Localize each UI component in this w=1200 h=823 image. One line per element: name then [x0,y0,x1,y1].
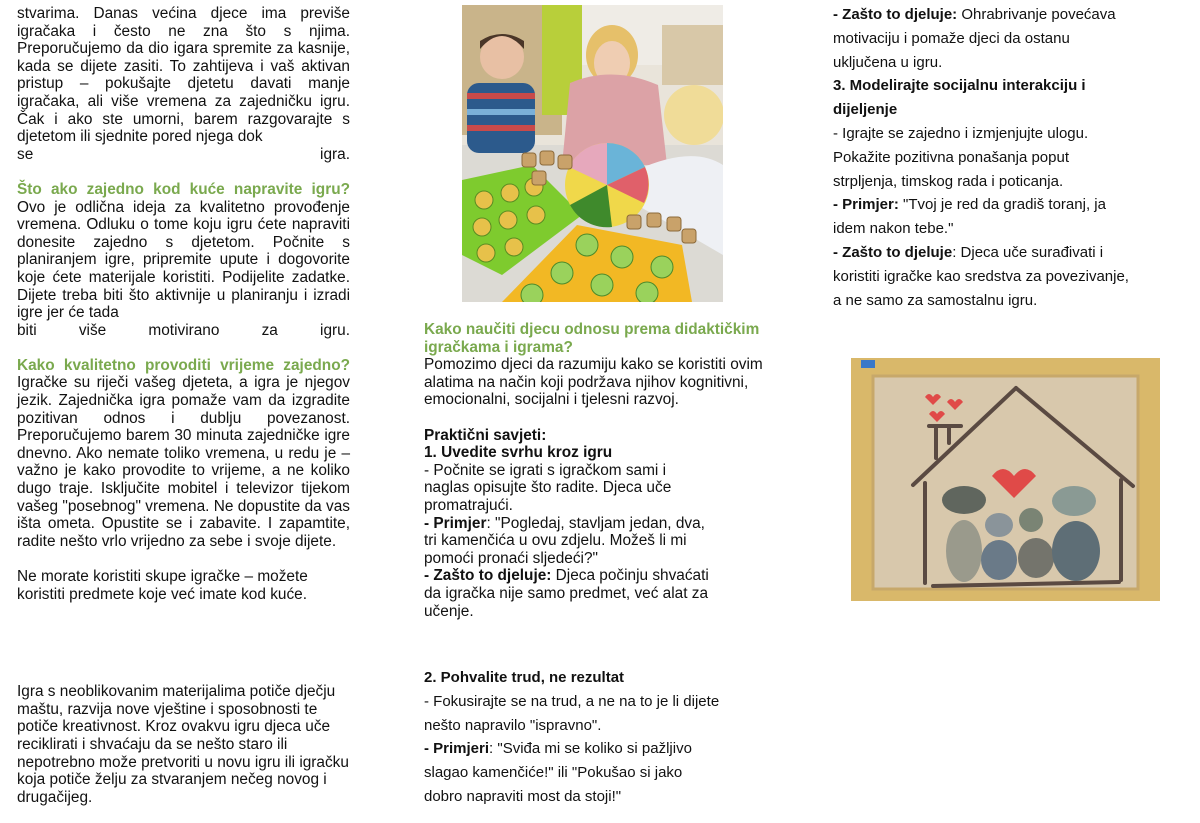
middle-intro: Pomozimo djeci da razumiju kako se koristiti ovim alatima na način koji podržava njihov kognitivni, emocionalni, socijalni i tjelesni razvoj. [424,356,763,409]
tip1-example [424,515,709,568]
tip1-example-label: - Primjer [424,514,487,532]
tip2-why-text: Ohrabrivanje povećava motivaciju i pomaže djeci da ostanu uključena u igru. [833,6,1116,71]
note-paragraph: Ne morate koristiti skupe igračke – možete koristiti predmete koje već imate kod kuće. [17,568,308,603]
tip3-title: 3. Modelirajte socijalnu interakciju i dijeljenje [833,77,1086,119]
tip3-example-label: - Primjer: [833,196,899,214]
tip1-why [424,567,709,620]
tip2-example-label: - Primjeri [424,740,490,758]
tip2-title: 2. Pohvalite trud, ne rezultat [424,669,625,687]
photo-stone-house-art [851,358,1160,601]
tip3-example [833,193,1113,241]
section-body-home-game-last: biti više motivirano za igru. [17,321,350,339]
tip3-desc: - Igrajte se zajedno i izmjenjujte ulogu. Pokažite pozitivna ponašanja poput strpljenja, timskog rada i poticanja. [833,124,1089,190]
tip2-example-text: : "Sviđa mi se koliko si pažljivo slagao kamenčiće!" ili "Pokušao si jako dobro napraviti most da stoji!" [424,740,692,806]
section-heading-quality-time: Kako kvalitetno provoditi vrijeme zajedno? [17,356,350,374]
tips-title: Praktični savjeti: [424,426,547,444]
tip1-why-text: Djeca počinju shvaćati da igračka nije samo predmet, već alat za učenje. [424,567,709,620]
tip1-title: 1. Uvedite svrhu kroz igru [424,444,613,462]
intro-paragraph: stvarima. Danas većina djece ima previše igračaka i često ne zna što s njima. Preporučujemo da dio igara spremite za kasnije, kada se dijete zasiti. To zahtijeva i vaš aktivan pristup – pokušajte djetetu davati manje igračaka, ali više vremena za zajedničku igru. Čak i ako ste umorni, barem razgovarajte s djetetom ili sjednite pored njega dok [17,5,350,146]
tip2-why [833,3,1118,74]
intro-last-line: se igra. [17,145,350,163]
right-column [833,3,1153,312]
tip3-example-text: "Tvoj je red da gradiš toranj, ja idem nakon tebe." [833,196,1106,238]
tip3-why-text: : Djeca uče surađivati i koristiti igračke kao sredstva za povezivanje, a ne samo za samostalnu igru. [833,243,1129,309]
left-column [17,5,350,806]
closing-paragraph: Igra s neoblikovanim materijalima potiče dječju maštu, razvija nove vještine i sposobnosti te potiče kreativnost. Kroz ovakvu igru djeca uče reciklirati i shvaćaju da se nešto staro ili nepotrebno može pretvoriti u novu igru ili igračku koja potiče želju za stvaranjem nečeg novog i drugačijeg. [17,683,349,806]
middle-column [424,321,764,809]
tip1-desc: - Počnite se igrati s igračkom sami i naglas opisujte što radite. Djeca uče promatrajući. [424,461,672,514]
tip2-desc: - Fokusirajte se na trud, a ne na to je li dijete nešto napravilo "ispravno". [424,692,720,734]
tip2-why-label: - Zašto to djeluje: [833,6,958,23]
section-heading-home-game: Što ako zajedno kod kuće napravite igru? [17,180,350,198]
middle-heading: Kako naučiti djecu odnosu prema didaktičkim igračkama i igrama? [424,321,760,356]
photo-children-emoji-game [462,5,723,302]
tip2-section [424,666,764,809]
tip3-why-label: - Zašto to djeluje [833,243,953,261]
section-body-home-game: Ovo je odlična ideja za kvalitetno provođenje vremena. Odluku o tome koju igru ćete napraviti donesite zajedno s djetetom. Počnite s planiranjem igre, pripremite upute i dogovorite koje ćete materijale koristiti. Podijelite zadatke. Dijete treba biti što aktivnije u planiranju i izradi igre jer će tada [17,198,350,322]
tip1-why-label: - Zašto to djeluje: [424,567,552,585]
section-body-quality-time: Igračke su riječi vašeg djeteta, a igra je njegov jezik. Zajednička igra pomaže vam da izgradite pozitivan odnos i dublju povezanost. Preporučujemo barem 30 minuta zajedničke igre dnevno. Ako nemate toliko vremena, u redu je – važno je kako provodite to vrijeme, a ne koliko dugo traje. Isključite mobitel i televizor tijekom vašeg "posebnog" vremena. Ne dopustite da vas išta ometa. Opustite se i zabavite. I zapamtite, radite nešto vrlo vrijedno za sebe i svoje dijete. [17,374,350,550]
tip3-why [833,241,1133,312]
tip1-example-text: : "Pogledaj, stavljam jedan, dva, tri kamenčića u ovu zdjelu. Možeš li mi pomoći pronaći sljedeći?" [424,514,705,567]
tip2-example [424,737,704,808]
